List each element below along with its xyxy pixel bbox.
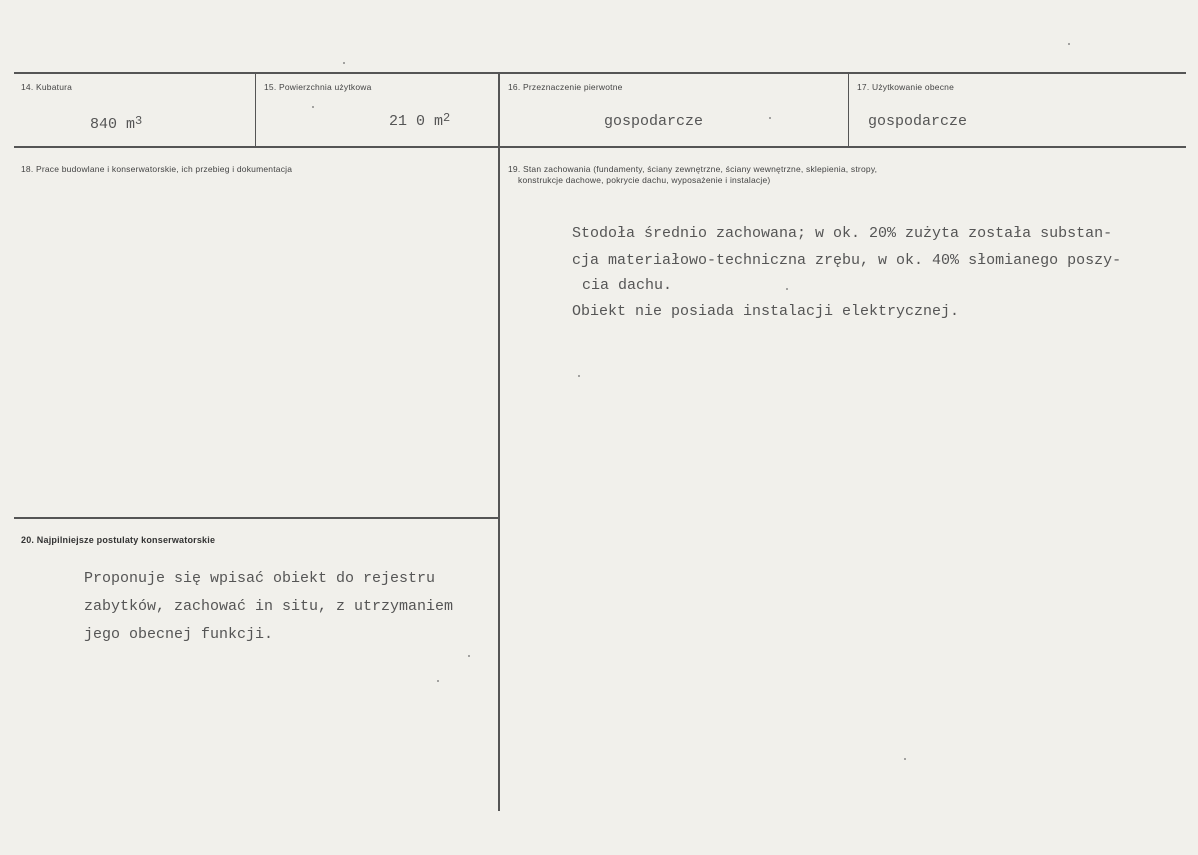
stan-line: cia dachu. (582, 277, 673, 294)
kubatura-value (90, 116, 142, 133)
stan-label-line1: 19. Stan zachowania (fundamenty, ściany zewnętrzne, ściany wewnętrzne, sklepienia, stropy, (508, 164, 878, 174)
postulaty-label: 20. Najpilniejsze postulaty konserwatorskie (21, 535, 216, 545)
col-divider-2 (498, 73, 500, 811)
prace-label: 18. Prace budowlane i konserwatorskie, ich przebieg i dokumentacja (21, 164, 293, 174)
paper-speck (437, 680, 439, 682)
przeznaczenie-label: 16. Przeznaczenie pierwotne (508, 82, 623, 92)
paper-speck (786, 288, 788, 290)
section20-top-rule (14, 517, 498, 519)
paper-speck (312, 106, 314, 108)
powierzchnia-exponent: 2 (443, 111, 451, 125)
powierzchnia-label: 15. Powierzchnia użytkowa (264, 82, 372, 92)
postulaty-line: Proponuje się wpisać obiekt do rejestru (84, 570, 436, 587)
paper-speck (468, 655, 470, 657)
powierzchnia-number: 21 0 m (389, 113, 444, 130)
powierzchnia-value (389, 113, 450, 130)
paper-speck (1068, 43, 1070, 45)
paper-speck (769, 117, 771, 119)
stan-line: Stodoła średnio zachowana; w ok. 20% zużyta została substan- (572, 225, 1113, 242)
postulaty-line: zabytków, zachować in situ, z utrzymaniem (84, 598, 454, 615)
paper-speck (578, 375, 580, 377)
postulaty-line: jego obecnej funkcji. (84, 626, 274, 643)
postulaty-text (84, 565, 496, 649)
przeznaczenie-value: gospodarcze (604, 113, 704, 130)
stan-label-line2: konstrukcje dachowe, pokrycie dachu, wyposażenie i instalacje) (518, 175, 771, 185)
kubatura-label: 14. Kubatura (21, 82, 73, 92)
uzytkowanie-value: gospodarcze (868, 113, 968, 130)
col-divider-1 (255, 73, 256, 147)
row1-bottom-rule (14, 146, 1186, 148)
uzytkowanie-label: 17. Użytkowanie obecne (857, 82, 955, 92)
kubatura-number: 840 m (90, 116, 136, 133)
stan-line: cja materiałowo-techniczna zrębu, w ok. 40% słomianego poszy- (572, 252, 1122, 269)
stan-line: Obiekt nie posiada instalacji elektrycznej. (572, 303, 960, 320)
kubatura-exponent: 3 (135, 114, 143, 128)
top-rule (14, 72, 1186, 74)
paper-speck (904, 758, 906, 760)
col-divider-3 (848, 73, 849, 147)
paper-speck (343, 62, 345, 64)
stan-text (572, 220, 1121, 325)
